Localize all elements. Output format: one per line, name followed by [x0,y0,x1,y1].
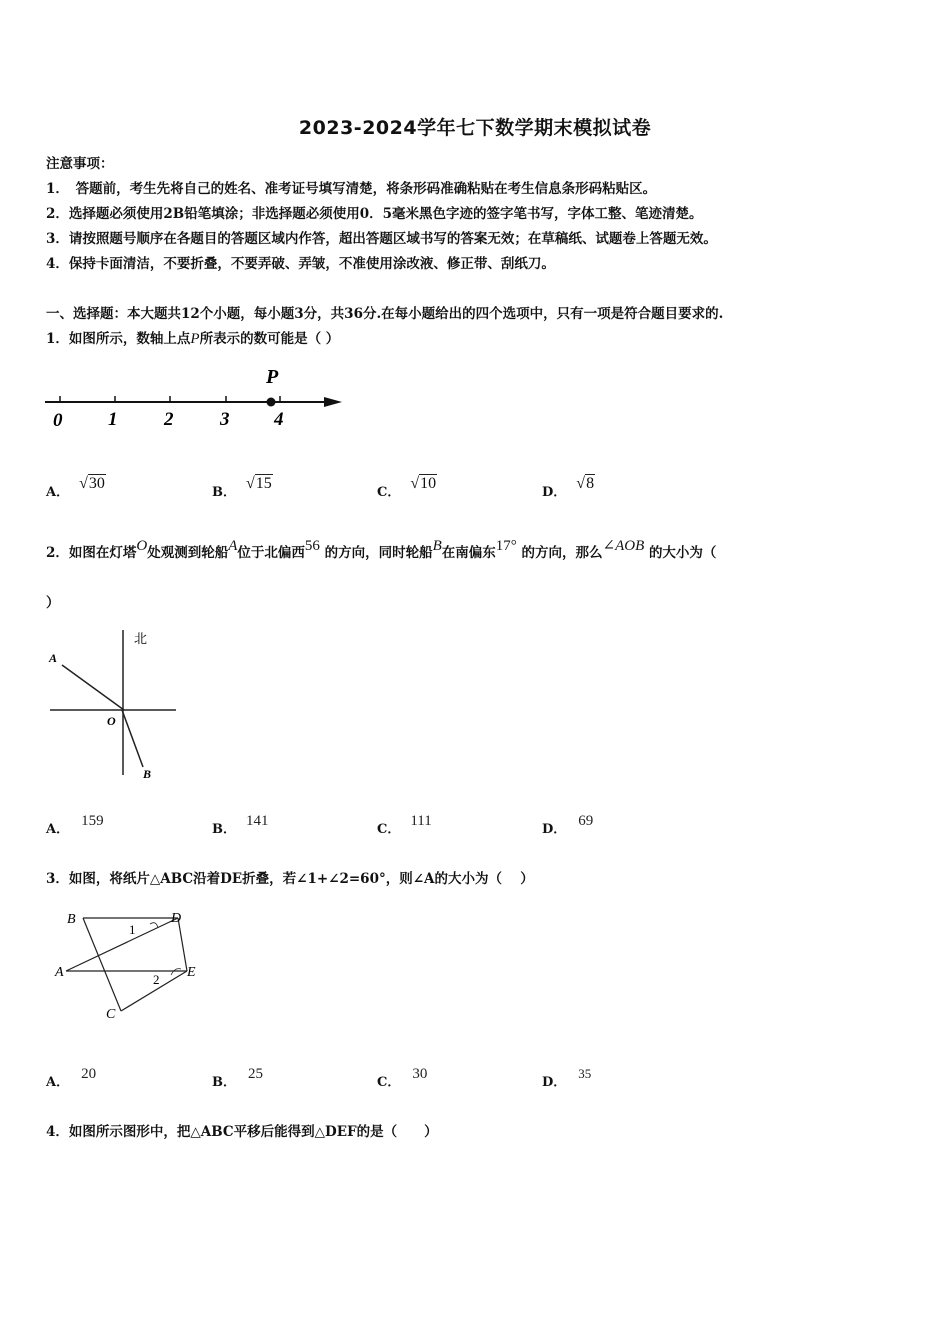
notice-item-2: 2．选择题必须使用2B铅笔填涂；非选择题必须使用0．5毫米黑色字迹的签字笔书写，字体工整、笔迹清楚。 [46,206,703,222]
question-2-stem: 2．如图在灯塔O处观测到轮船A位于北偏西56 的方向，同时轮船B在南偏东17° 的方向，那么∠AOB 的大小为（ [46,538,717,561]
point-p-label: P [266,366,279,388]
question-2-stem-end: ） [46,595,60,611]
ray-oa [62,665,124,710]
segment-ad [66,918,178,971]
q2-option-d[interactable]: D．69 [542,813,594,837]
point-b-label: B [67,912,76,927]
q3-option-b[interactable]: B．25 [212,1066,263,1090]
point-p-dot [267,398,276,407]
question-3-stem: 3．如图，将纸片△ABC沿着DE折叠，若∠1+∠2=60°，则∠A的大小为（ ） [46,871,534,887]
q2-option-b[interactable]: B．141 [212,813,269,837]
notice-item-1: 1． 答题前，考生先将自己的姓名、准考证号填写清楚，将条形码准确粘贴在考生信息条形码粘贴区。 [46,181,657,197]
q3-option-a[interactable]: A．20 [46,1066,97,1090]
q1-option-b[interactable]: B．√15 [212,475,272,500]
angle-2-label: 2 [153,972,160,987]
q1-option-a[interactable]: A．√30 [46,475,105,500]
tick-label-0: 0 [53,410,63,431]
point-o-label: O [107,714,116,728]
ray-ob [122,710,143,767]
q1-option-d[interactable]: D．√8 [542,475,595,500]
number-line-figure [40,360,350,435]
point-d-label: D [171,911,182,926]
point-a-label: A [55,965,64,980]
notice-item-3: 3．请按照题号顺序在各题目的答题区域内作答，超出答题区域书写的答案无效；在草稿纸、试题卷上答题无效。 [46,231,717,247]
notice-item-4: 4．保持卡面清洁，不要折叠，不要弄破、弄皱，不准使用涂改液、修正带、刮纸刀。 [46,256,555,272]
point-b-label: B [143,767,152,781]
q1-option-c[interactable]: C．√10 [377,475,437,500]
tick-label-4: 4 [274,409,284,430]
q2-option-a[interactable]: A．159 [46,813,104,837]
section-heading: 一、选择题：本大题共12个小题，每小题3分，共36分.在每小题给出的四个选项中，只有一项是符合题目要求的. [46,306,724,322]
tick-label-1: 1 [108,409,118,430]
q3-option-c[interactable]: C．30 [377,1066,428,1090]
north-label: 北 [134,631,148,646]
page-title: 2023-2024学年七下数学期末模拟试卷 [298,117,652,139]
q2-option-c[interactable]: C．111 [377,813,432,837]
point-c-label: C [106,1007,116,1022]
angle-1-label: 1 [129,922,136,937]
point-e-label: E [187,965,196,980]
point-a-label: A [49,651,58,665]
tick-label-2: 2 [164,409,174,430]
question-1-stem: 1．如图所示，数轴上点P所表示的数可能是（ ） [46,331,340,347]
fold-triangle-figure [50,905,210,1025]
segment-bc [83,918,121,1011]
notice-heading: 注意事项： [46,156,114,172]
angle-1-arc [150,923,158,928]
question-4-stem: 4．如图所示图形中，把△ABC平移后能得到△DEF的是（ ） [46,1124,438,1140]
q3-option-d[interactable]: D．35 [542,1066,592,1090]
compass-figure [40,625,190,785]
angle-2-arc [171,969,181,975]
number-line-arrow [324,397,342,407]
tick-label-3: 3 [220,409,230,430]
